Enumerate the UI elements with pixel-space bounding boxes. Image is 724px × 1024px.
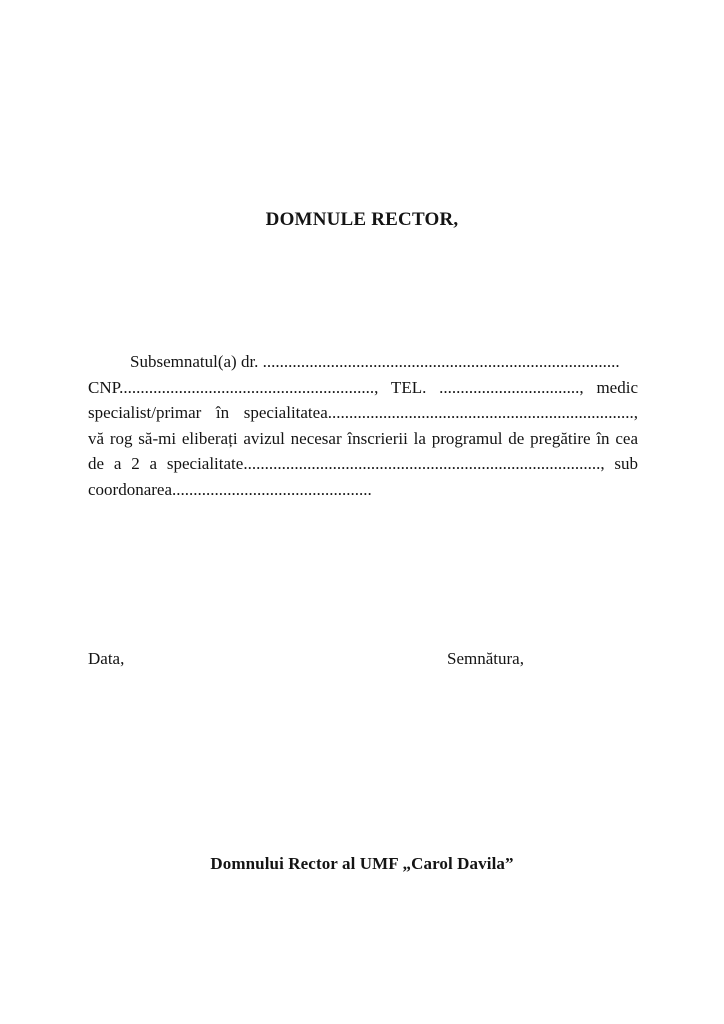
body-line-specialitatea: specialist/primar în specialitatea........................................................................, <box>88 403 638 423</box>
footer-addressee: Domnului Rector al UMF „Carol Davila” <box>210 854 514 873</box>
body-line-request: vă rog să-mi eliberați avizul necesar înscrierii la programul de pregătire în cea <box>88 428 638 448</box>
signature-row <box>88 649 638 675</box>
body-line-specialitate-2: de a 2 a specialitate...................................................................................., sub <box>88 454 638 474</box>
body-line-subsemnatul: Subsemnatul(a) dr. .................................................................................... <box>130 352 620 371</box>
date-label: Data, <box>88 649 125 668</box>
signature-label: Semnătura, <box>447 649 524 668</box>
document-title: DOMNULE RECTOR, <box>265 209 459 230</box>
body-paragraph <box>88 349 638 503</box>
body-line-coordonarea: coordonarea............................................... <box>88 479 372 499</box>
body-line-cnp-tel: CNP............................................................, TEL. ................................., medic <box>88 377 638 397</box>
